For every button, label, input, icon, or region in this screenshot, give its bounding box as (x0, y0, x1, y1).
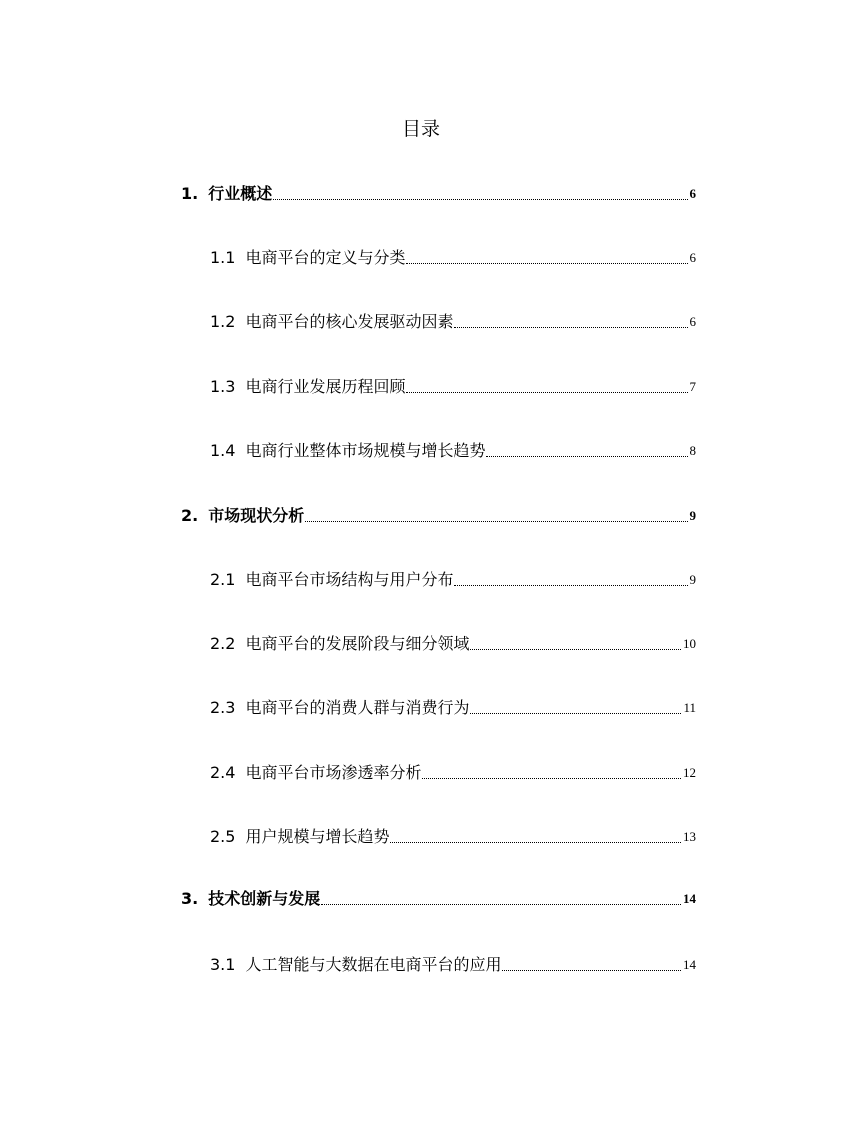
toc-entry-number: 2.5 (210, 827, 236, 846)
toc-entry-number: 1.1 (210, 248, 236, 267)
dot-leader (486, 456, 687, 457)
toc-entry-number: 2.2 (210, 634, 236, 653)
toc-entry-1-4[interactable] (210, 438, 696, 462)
toc-entry-page: 9 (689, 508, 696, 523)
toc-entry-text: 电商平台的核心发展驱动因素 (245, 312, 454, 331)
toc-entry-text: 电商平台市场渗透率分析 (245, 763, 422, 782)
toc-entry-number: 2.3 (210, 698, 236, 717)
toc-entry-page: 9 (689, 572, 696, 587)
toc-entry-2-3[interactable] (210, 695, 696, 719)
dot-leader (422, 778, 681, 779)
toc-entry-number: 1. (181, 184, 199, 203)
toc-entry-text: 技术创新与发展 (208, 889, 321, 908)
toc-entry-page: 13 (683, 829, 696, 844)
toc-entry-text: 电商平台的消费人群与消费行为 (245, 698, 470, 717)
toc-entry-page: 6 (689, 186, 696, 201)
dot-leader (502, 970, 681, 971)
toc-entry-number: 1.3 (210, 377, 236, 396)
toc-entry-2-4[interactable] (210, 760, 696, 784)
toc-entry-text: 电商行业整体市场规模与增长趋势 (245, 441, 486, 460)
toc-entry-number: 3. (181, 889, 199, 908)
toc-entry-page: 11 (683, 700, 696, 715)
toc-entry-number: 1.4 (210, 441, 236, 460)
toc-entry-1-1[interactable] (210, 245, 696, 269)
dot-leader (321, 904, 681, 905)
toc-entry-1-3[interactable] (210, 374, 696, 398)
toc-entry-page: 6 (689, 250, 696, 265)
toc-entry-number: 2. (181, 506, 199, 525)
toc-entry-3[interactable] (181, 886, 696, 910)
toc-entry-text: 用户规模与增长趋势 (245, 827, 390, 846)
toc-entry-1[interactable] (181, 181, 696, 205)
toc-entry-page: 12 (683, 765, 696, 780)
toc-entry-2-1[interactable] (210, 567, 696, 591)
dot-leader (470, 649, 681, 650)
toc-entry-1-2[interactable] (210, 309, 696, 333)
toc-title: 目录 (401, 118, 440, 140)
toc-entry-3-1[interactable] (210, 952, 696, 976)
toc-entry-number: 3.1 (210, 955, 236, 974)
toc-entry-page: 14 (683, 891, 696, 906)
toc-entry-number: 1.2 (210, 312, 236, 331)
toc-entry-page: 6 (689, 314, 696, 329)
toc-entry-number: 2.4 (210, 763, 236, 782)
toc-entry-text: 电商行业发展历程回顾 (245, 377, 406, 396)
dot-leader (390, 842, 681, 843)
dot-leader (406, 392, 687, 393)
toc-entry-page: 8 (689, 443, 696, 458)
toc-entry-2-5[interactable] (210, 824, 696, 848)
toc-entry-text: 人工智能与大数据在电商平台的应用 (245, 955, 502, 974)
toc-entry-text: 市场现状分析 (208, 506, 305, 525)
dot-leader (454, 585, 687, 586)
dot-leader (406, 263, 687, 264)
toc-entry-2[interactable] (181, 503, 696, 527)
toc-entry-text: 行业概述 (208, 184, 273, 203)
dot-leader (470, 713, 681, 714)
toc-entry-text: 电商平台的定义与分类 (245, 248, 406, 267)
toc-entry-number: 2.1 (210, 570, 236, 589)
toc-entry-page: 7 (689, 379, 696, 394)
toc-entry-2-2[interactable] (210, 631, 696, 655)
toc-entry-text: 电商平台市场结构与用户分布 (245, 570, 454, 589)
dot-leader (454, 327, 687, 328)
dot-leader (273, 199, 687, 200)
toc-entry-page: 10 (683, 636, 696, 651)
dot-leader (305, 521, 687, 522)
toc-entry-text: 电商平台的发展阶段与细分领域 (245, 634, 470, 653)
toc-entry-page: 14 (683, 957, 696, 972)
